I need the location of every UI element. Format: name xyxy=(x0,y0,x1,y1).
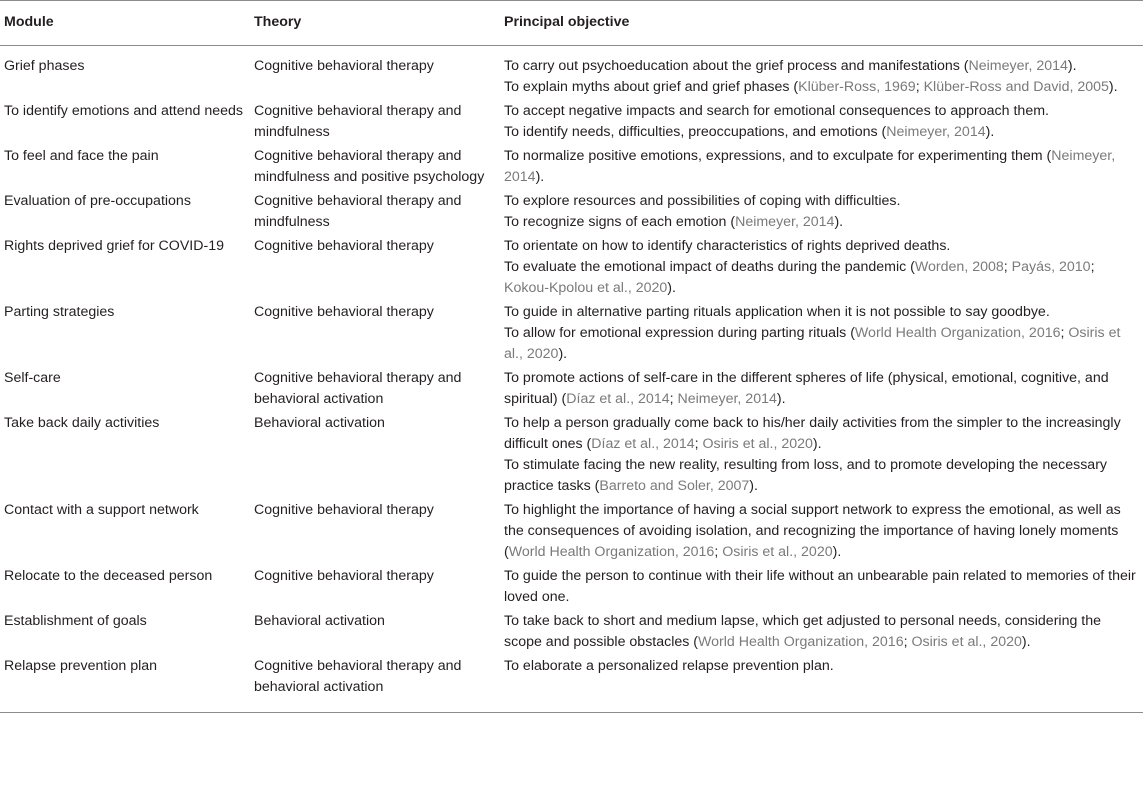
objective-cell xyxy=(500,188,1143,233)
objective-line xyxy=(504,413,1139,455)
objective-text: To stimulate facing the new reality, resulting from loss, and to promote developing the necessary practice tasks ( xyxy=(504,457,1108,494)
theory-cell: Cognitive behavioral therapy and behavioral activation xyxy=(250,653,500,713)
citation-link[interactable]: Barreto and Soler, 2007 xyxy=(599,478,750,494)
citation-link[interactable]: Osiris et al., 2020 xyxy=(504,325,1121,362)
objective-line xyxy=(504,77,1139,98)
objective-line xyxy=(504,323,1139,365)
header-module: Module xyxy=(0,1,250,46)
objective-text: ; xyxy=(1060,325,1069,341)
table-row xyxy=(0,98,1143,143)
objective-text: To carry out psychoeducation about the grief process and manifestations ( xyxy=(504,58,969,74)
objective-cell xyxy=(500,46,1143,99)
citation-link[interactable]: Osiris et al., 2020 xyxy=(702,436,813,452)
objective-text: ). xyxy=(749,478,758,494)
theory-cell: Cognitive behavioral therapy and mindfulness xyxy=(254,193,462,230)
objective-text: ). xyxy=(1021,634,1031,650)
table-header xyxy=(0,1,1143,46)
objective-cell xyxy=(500,497,1143,563)
objective-text: To identify needs, difficulties, preoccupations, and emotions ( xyxy=(504,124,887,140)
objective-line xyxy=(504,191,1139,212)
objective-line xyxy=(504,455,1139,497)
table-row xyxy=(0,653,1143,713)
objective-text: ). xyxy=(1067,58,1077,74)
objective-text: ; xyxy=(1090,259,1095,275)
objective-text: ). xyxy=(667,280,676,296)
objective-line xyxy=(504,566,1139,608)
objective-text: To allow for emotional expression during parting rituals ( xyxy=(504,325,855,341)
header-theory: Theory xyxy=(250,1,500,46)
objective-cell xyxy=(500,233,1143,299)
module-cell: Relocate to the deceased person xyxy=(4,568,213,584)
citation-link[interactable]: Klüber-Ross and David, 2005 xyxy=(923,79,1109,95)
citation-link[interactable]: Kokou-Kpolou et al., 2020 xyxy=(504,280,668,296)
objective-cell xyxy=(500,143,1143,188)
objective-text: To highlight the importance of having a social support network to express the emotional, as well as the consequences of avoiding isolation, and recognizing the importance of having lonely moments ( xyxy=(504,502,1121,560)
objective-text: ). xyxy=(776,391,786,407)
table-row xyxy=(0,497,1143,563)
module-cell: Evaluation of pre-occupations xyxy=(4,193,191,209)
citation-link[interactable]: Neimeyer, 2014 xyxy=(886,124,986,140)
objective-text: ; xyxy=(903,634,912,650)
module-cell: Rights deprived grief for COVID-19 xyxy=(4,238,224,254)
objective-text: To elaborate a personalized relapse prevention plan. xyxy=(504,658,834,674)
objective-text: ; xyxy=(694,436,703,452)
objective-line xyxy=(504,257,1139,299)
objective-cell xyxy=(500,365,1143,410)
table-row xyxy=(0,410,1143,497)
objective-line xyxy=(504,656,1139,677)
table-row xyxy=(0,563,1143,608)
theory-cell: Cognitive behavioral therapy xyxy=(254,238,434,254)
table-row xyxy=(0,143,1143,188)
objective-text: ; xyxy=(669,391,678,407)
objective-text: ). xyxy=(558,346,568,362)
citation-link[interactable]: World Health Organization, 2016 xyxy=(508,544,715,560)
module-cell: To feel and face the pain xyxy=(4,148,159,164)
theory-cell: Cognitive behavioral therapy xyxy=(254,502,434,518)
citation-link[interactable]: Neimeyer, 2014 xyxy=(677,391,777,407)
objective-text: ). xyxy=(834,214,844,230)
citation-link[interactable]: Díaz et al., 2014 xyxy=(591,436,695,452)
theory-cell: Cognitive behavioral therapy xyxy=(254,304,434,320)
module-cell: Grief phases xyxy=(4,58,85,74)
header-row xyxy=(0,1,1143,46)
objective-cell xyxy=(500,653,1143,713)
objective-line xyxy=(504,101,1139,122)
objective-text: ; xyxy=(915,79,924,95)
table-body xyxy=(0,46,1143,713)
table-row xyxy=(0,365,1143,410)
theory-cell: Cognitive behavioral therapy and behavioral activation xyxy=(254,370,462,407)
theory-cell: Cognitive behavioral therapy and mindfulness xyxy=(254,103,462,140)
module-cell: Contact with a support network xyxy=(4,502,199,518)
citation-link[interactable]: Osiris et al., 2020 xyxy=(722,544,833,560)
objective-line xyxy=(504,302,1139,323)
citation-link[interactable]: Payás, 2010 xyxy=(1011,259,1091,275)
citation-link[interactable]: Díaz et al., 2014 xyxy=(566,391,670,407)
header-principal-objective: Principal objective xyxy=(500,1,1143,46)
module-cell: Parting strategies xyxy=(4,304,115,320)
objective-text: To help a person gradually come back to his/her daily activities from the simpler to the increasingly difficult ones ( xyxy=(504,415,1121,452)
objective-line xyxy=(504,146,1139,188)
objective-cell xyxy=(500,299,1143,365)
objective-line xyxy=(504,212,1139,233)
citation-link[interactable]: World Health Organization, 2016 xyxy=(698,634,904,650)
objective-text: To guide the person to continue with their life without an unbearable pain related to memories of their loved one. xyxy=(504,568,1136,605)
table-row xyxy=(0,608,1143,653)
table-row xyxy=(0,188,1143,233)
objective-line xyxy=(504,500,1139,563)
module-cell: Self-care xyxy=(4,370,61,386)
table-row xyxy=(0,233,1143,299)
objective-cell xyxy=(500,563,1143,608)
objective-text: ). xyxy=(812,436,822,452)
citation-link[interactable]: World Health Organization, 2016 xyxy=(854,325,1061,341)
theory-cell: Behavioral activation xyxy=(254,415,385,431)
objective-text: ; xyxy=(1003,259,1012,275)
citation-link[interactable]: Neimeyer, 2014 xyxy=(968,58,1068,74)
objective-text: To recognize signs of each emotion ( xyxy=(504,214,736,230)
objective-text: To accept negative impacts and search for emotional consequences to approach them. xyxy=(504,103,1049,119)
objective-text: To guide in alternative parting rituals application when it is not possible to say goodbye. xyxy=(504,304,1050,320)
citation-link[interactable]: Osiris et al., 2020 xyxy=(911,634,1022,650)
objective-text: ). xyxy=(985,124,995,140)
citation-link[interactable]: Neimeyer, 2014 xyxy=(504,148,1116,185)
objective-line xyxy=(504,368,1139,410)
theory-cell: Cognitive behavioral therapy xyxy=(254,58,434,74)
citation-link[interactable]: Klüber-Ross, 1969 xyxy=(798,79,916,95)
module-cell: Relapse prevention plan xyxy=(0,653,250,713)
objective-line xyxy=(504,122,1139,143)
objective-text: To evaluate the emotional impact of deaths during the pandemic ( xyxy=(504,259,915,275)
module-cell: Take back daily activities xyxy=(4,415,160,431)
objective-text: ). xyxy=(832,544,842,560)
objective-text: To normalize positive emotions, expressions, and to exculpate for experimenting them ( xyxy=(504,148,1052,164)
objective-line xyxy=(504,56,1139,77)
objective-text: To explain myths about grief and grief phases ( xyxy=(504,79,799,95)
table-row xyxy=(0,299,1143,365)
table-row xyxy=(0,46,1143,99)
objective-line xyxy=(504,611,1139,653)
objective-cell xyxy=(500,410,1143,497)
objective-text: To take back to short and medium lapse, which get adjusted to personal needs, considering the scope and possible obstacles ( xyxy=(504,613,1102,650)
module-cell: To identify emotions and attend needs xyxy=(4,103,243,119)
objective-text: ). xyxy=(1108,79,1118,95)
theory-cell: Behavioral activation xyxy=(254,613,385,629)
objective-cell xyxy=(500,608,1143,653)
objective-cell xyxy=(500,98,1143,143)
objective-text: To explore resources and possibilities of coping with difficulties. xyxy=(504,193,901,209)
objective-text: To orientate on how to identify characteristics of rights deprived deaths. xyxy=(504,238,951,254)
objective-line xyxy=(504,236,1139,257)
theory-cell: Cognitive behavioral therapy and mindfulness and positive psychology xyxy=(254,148,485,185)
module-cell: Establishment of goals xyxy=(4,613,147,629)
objective-text: ). xyxy=(535,169,545,185)
objective-text: ; xyxy=(714,544,723,560)
citation-link[interactable]: Worden, 2008 xyxy=(914,259,1004,275)
theory-cell: Cognitive behavioral therapy xyxy=(254,568,434,584)
citation-link[interactable]: Neimeyer, 2014 xyxy=(735,214,835,230)
objective-text: To promote actions of self-care in the different spheres of life (physical, emotional, cognitive, and spiritual) ( xyxy=(504,370,1109,407)
